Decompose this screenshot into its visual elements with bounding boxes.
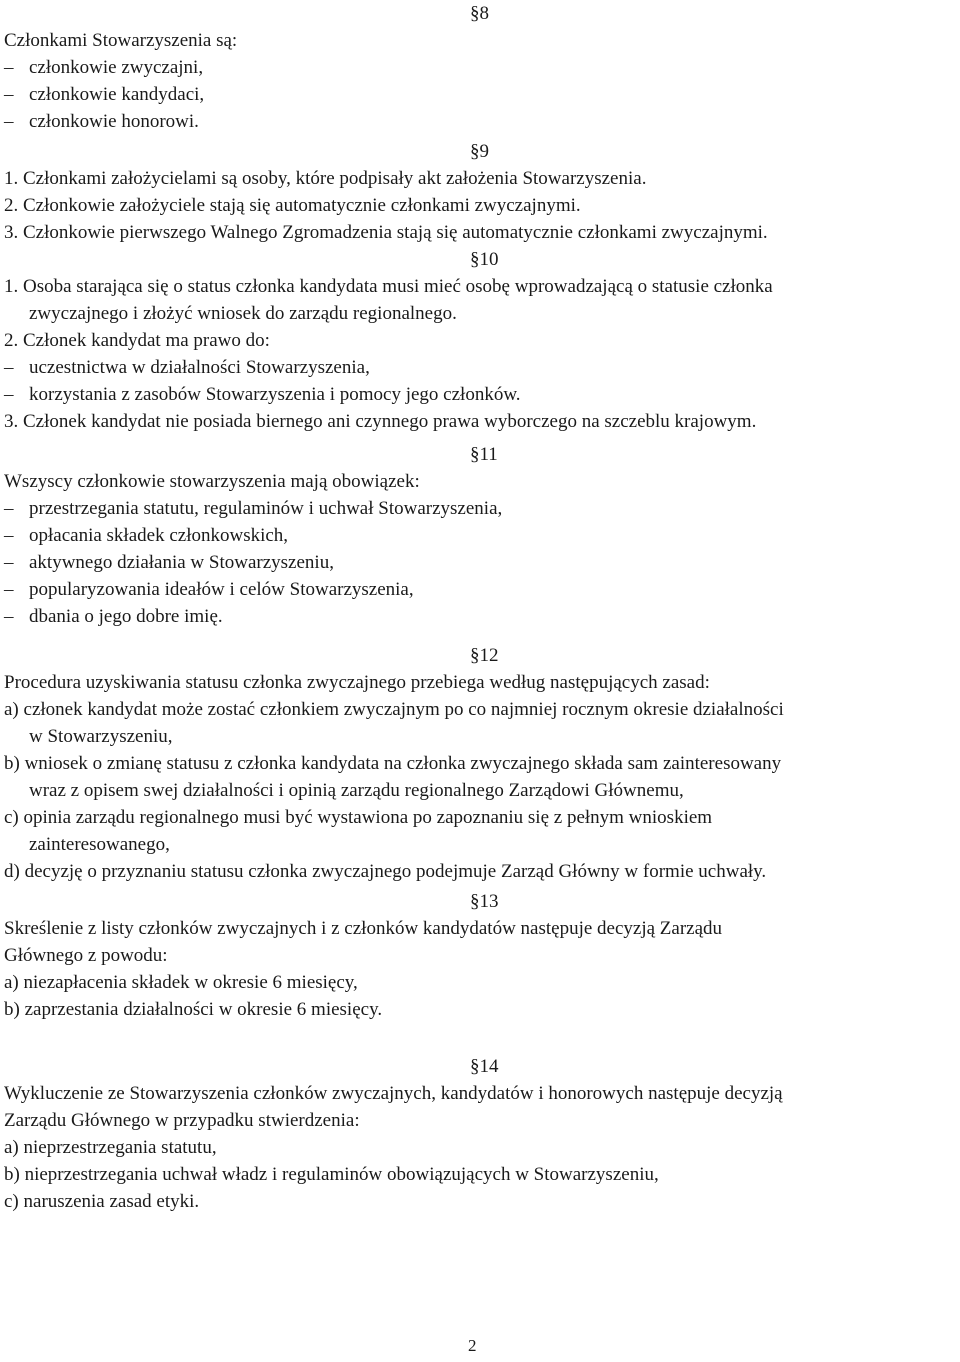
list-item: b) nieprzestrzegania uchwał władz i regulaminów obowiązujących w Stowarzyszeniu, [4,1164,659,1185]
list-item: b) wniosek o zmianę statusu z członka kandydata na członka zwyczajnego składa sam zainteresowany [4,753,782,774]
list-item: – członkowie honorowi. [4,111,199,132]
list-item: a) nieprzestrzegania statutu, [4,1137,217,1158]
section-intro: Wszyscy członkowie stowarzyszenia mają obowiązek: [4,471,420,492]
section-heading: §8 [470,3,489,24]
section-heading: §9 [470,141,489,162]
list-item: – popularyzowania ideałów i celów Stowarzyszenia, [4,579,414,600]
list-item-cont: w Stowarzyszeniu, [29,726,173,747]
list-item: – członkowie kandydaci, [4,84,205,105]
list-item: b) zaprzestania działalności w okresie 6 miesięcy. [4,999,383,1020]
list-item: – opłacania składek członkowskich, [4,525,289,546]
list-item: – przestrzegania statutu, regulaminów i uchwał Stowarzyszenia, [4,498,503,519]
section-intro: Zarządu Głównego w przypadku stwierdzenia: [4,1110,360,1131]
list-item-cont: wraz z opisem swej działalności i opinią zarządu regionalnego Zarządowi Głównemu, [29,780,684,801]
section-heading: §14 [470,1056,499,1077]
section-10 [4,246,956,435]
section-heading: §13 [470,891,499,912]
paragraph: 1. Osoba starająca się o status członka kandydata musi mieć osobę wprowadzającą o statusie członka [4,276,773,297]
list-item: c) naruszenia zasad etyki. [4,1191,200,1212]
list-item: – korzystania z zasobów Stowarzyszenia i pomocy jego członków. [4,384,521,405]
list-item: 3. Członkowie pierwszego Walnego Zgromadzenia stają się automatycznie członkami zwyczajnymi. [4,222,768,243]
section-intro: Głównego z powodu: [4,945,168,966]
paragraph: zwyczajnego i złożyć wniosek do zarządu regionalnego. [29,303,457,324]
section-11 [4,441,956,630]
section-heading: §12 [470,645,499,666]
list-item: – dbania o jego dobre imię. [4,606,223,627]
list-item: 1. Członkami założycielami są osoby, które podpisały akt założenia Stowarzyszenia. [4,168,647,189]
list-item: – członkowie zwyczajni, [4,57,204,78]
section-heading: §10 [470,249,499,270]
list-item: – uczestnictwa w działalności Stowarzyszenia, [4,357,370,378]
list-item: a) niezapłacenia składek w okresie 6 miesięcy, [4,972,358,993]
list-item: – aktywnego działania w Stowarzyszeniu, [4,552,334,573]
section-13 [4,888,956,1023]
list-item: 2. Członkowie założyciele stają się automatycznie członkami zwyczajnymi. [4,195,581,216]
section-intro: Procedura uzyskiwania statusu członka zwyczajnego przebiega według następujących zasad: [4,672,710,693]
paragraph: 2. Członek kandydat ma prawo do: [4,330,270,351]
section-intro: Skreślenie z listy członków zwyczajnych i z członków kandydatów następuje decyzją Zarządu [4,918,723,939]
section-14 [4,1053,956,1215]
section-12 [4,642,956,885]
list-item: d) decyzję o przyznaniu statusu członka zwyczajnego podejmuje Zarząd Główny w formie uchwały. [4,861,767,882]
list-item: a) członek kandydat może zostać członkiem zwyczajnym po co najmniej rocznym okresie działalności [4,699,784,720]
section-8 [4,0,956,135]
section-heading: §11 [470,444,498,465]
list-item: c) opinia zarządu regionalnego musi być wystawiona po zapoznaniu się z pełnym wnioskiem [4,807,713,828]
paragraph: 3. Członek kandydat nie posiada biernego ani czynnego prawa wyborczego na szczeblu krajowym. [4,411,757,432]
section-9 [4,138,956,246]
page-number: 2 [468,1336,477,1355]
list-item-cont: zainteresowanego, [29,834,170,855]
section-intro: Wykluczenie ze Stowarzyszenia członków zwyczajnych, kandydatów i honorowych następuje decyzją [4,1083,783,1104]
section-intro: Członkami Stowarzyszenia są: [4,30,238,51]
